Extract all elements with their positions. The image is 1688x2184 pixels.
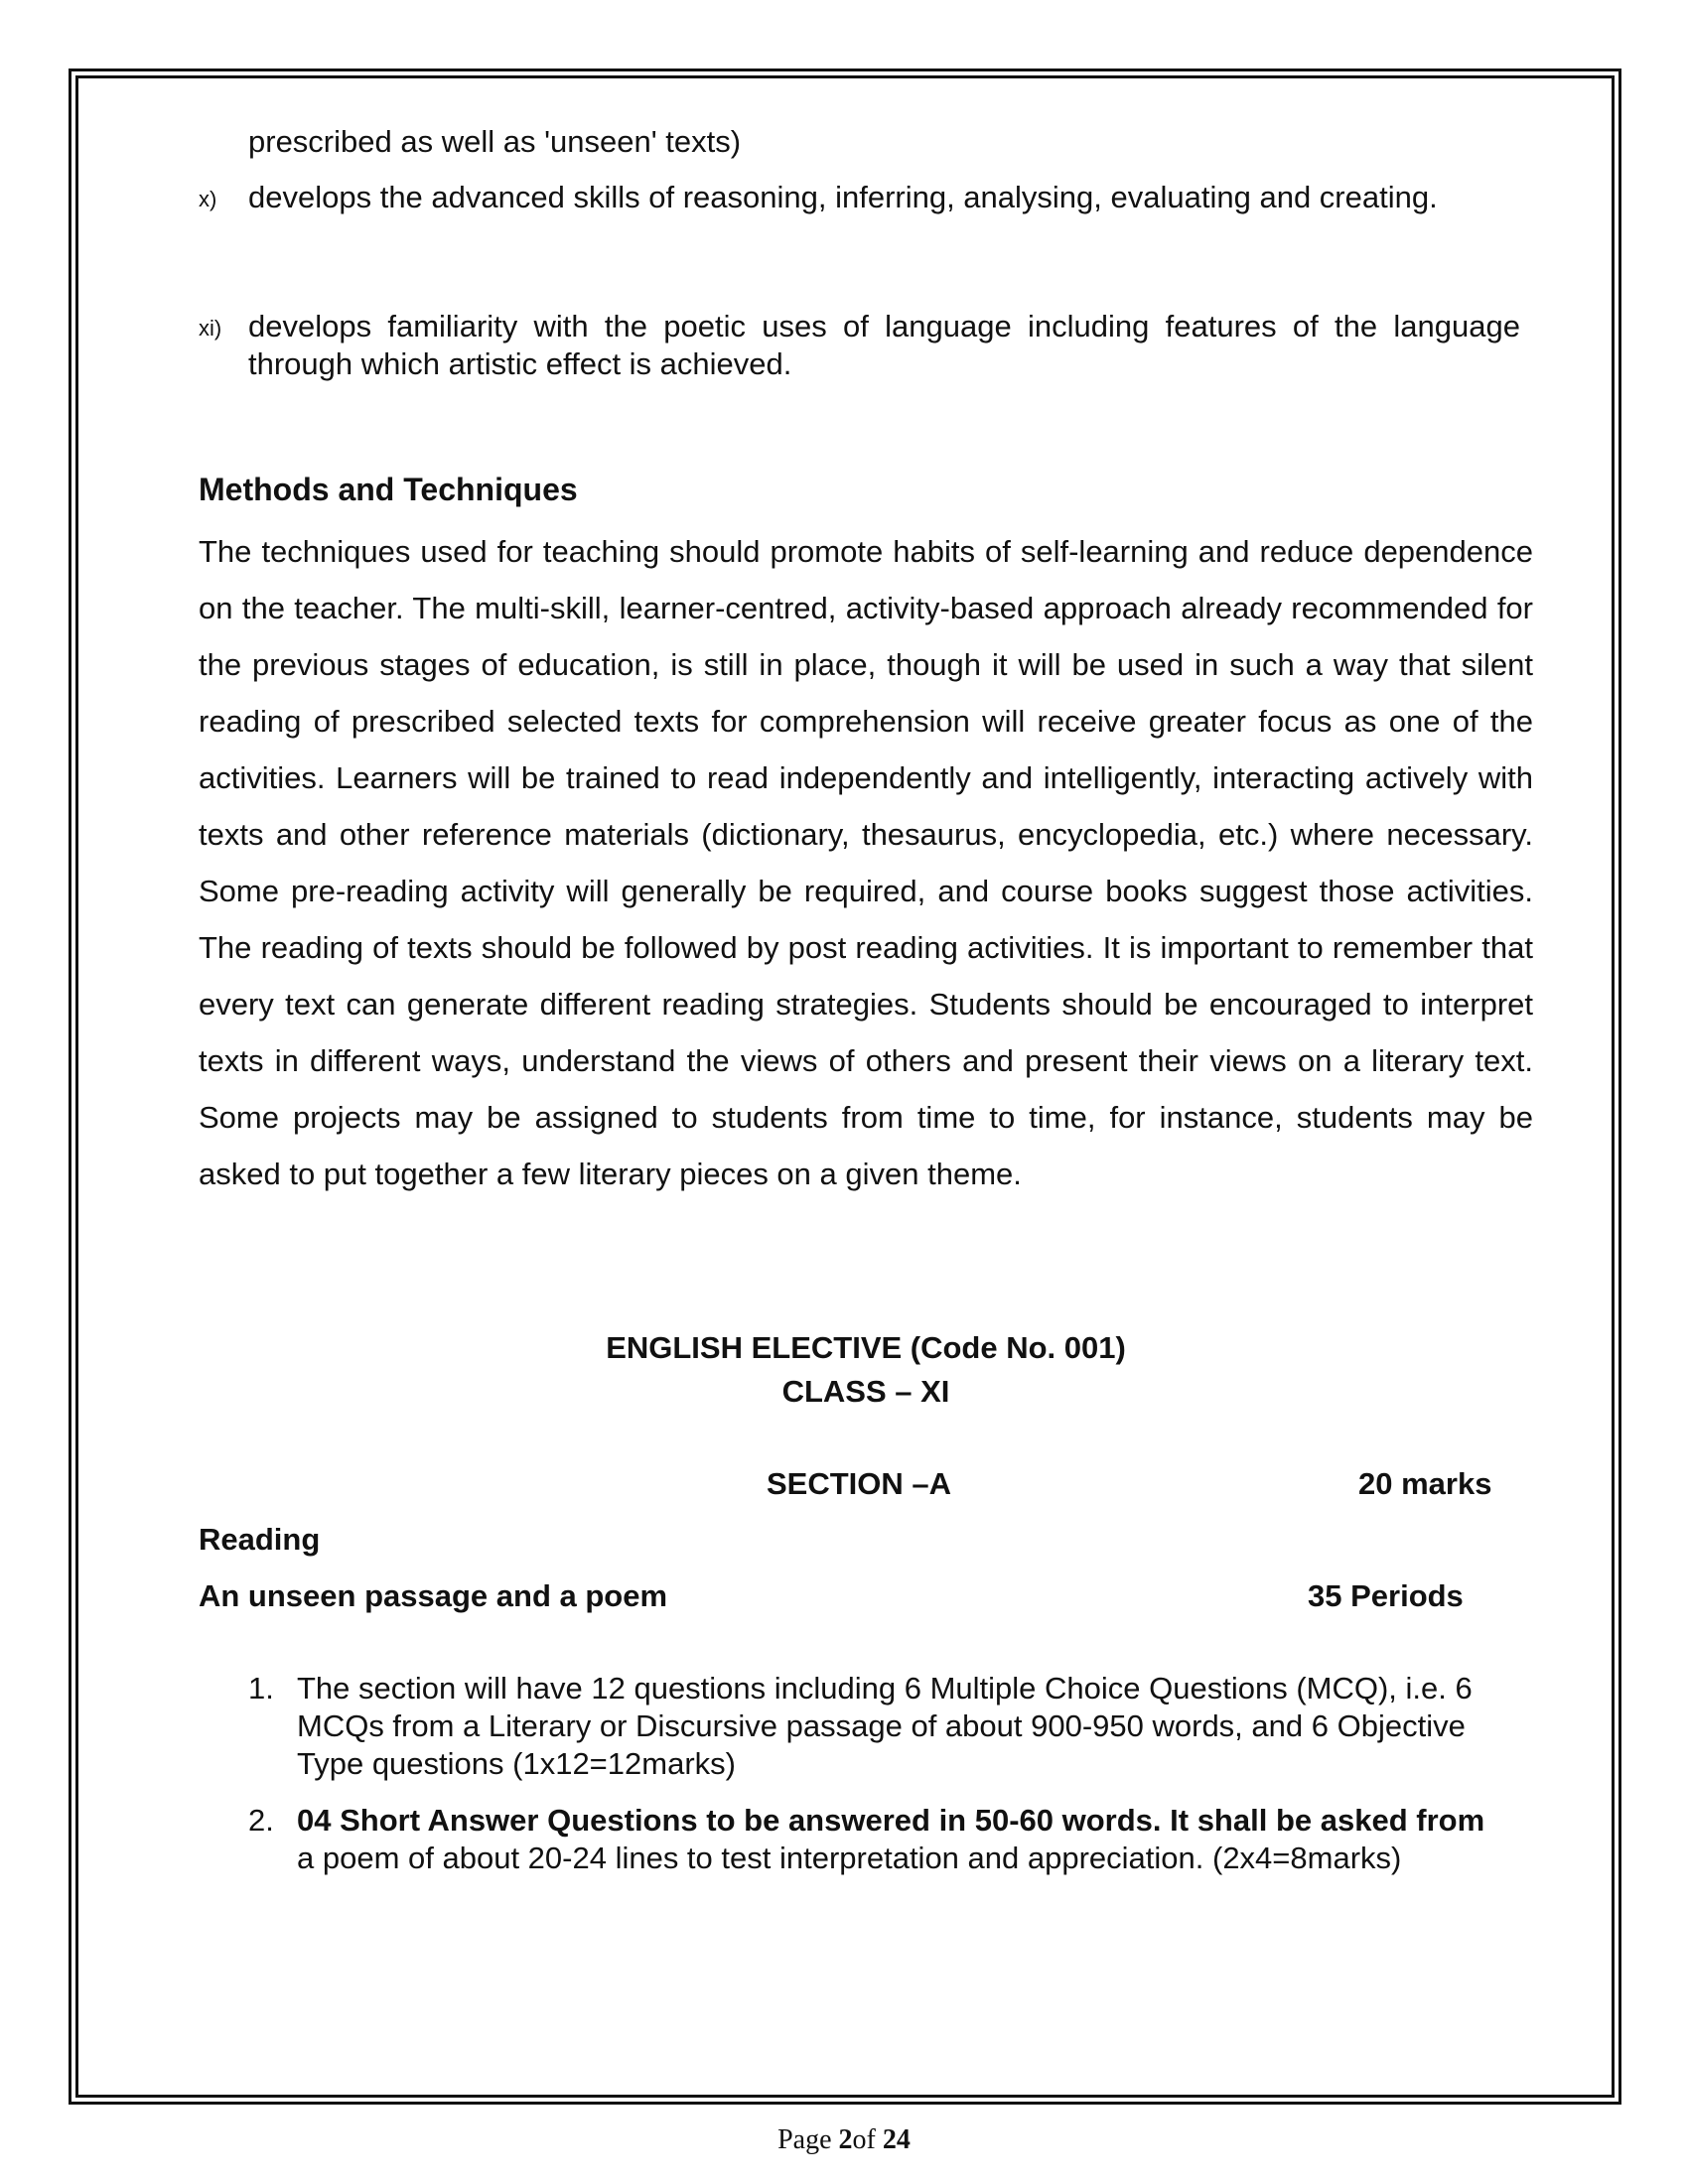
course-title: ENGLISH ELECTIVE (Code No. 001) <box>606 1330 1126 1365</box>
section-marks: 20 marks <box>1358 1466 1492 1501</box>
section-periods: 35 Periods <box>1308 1578 1464 1613</box>
objective-continuation: prescribed as well as 'unseen' texts) <box>248 124 742 159</box>
class-title: CLASS – XI <box>781 1374 950 1409</box>
objective-item-xi <box>199 308 1533 387</box>
footer-prefix: Page <box>777 2124 839 2155</box>
footer-middle: of <box>852 2124 883 2155</box>
question-body-text: The section will have 12 questions including 6 Multiple Choice Questions (MCQ), i.e. 6 MCQs from a Literary or Discursive passage of about 900-950 words, and 6 Objective Type questions (1x12=12marks) <box>297 1671 1473 1781</box>
question-body-text: a poem of about 20-24 lines to test interpretation and appreciation. (2x4=8marks) <box>297 1841 1402 1875</box>
methods-heading: Methods and Techniques <box>199 472 578 507</box>
section-name: SECTION –A <box>767 1466 952 1501</box>
question-number: 2. <box>248 1803 274 1838</box>
section-topic: An unseen passage and a poem <box>199 1578 668 1613</box>
footer-total-pages: 24 <box>882 2124 911 2155</box>
question-text <box>297 1802 1499 1877</box>
footer-current-page: 2 <box>838 2124 853 2155</box>
question-item-1 <box>248 1670 1499 1789</box>
question-bold-text: 04 Short Answer Questions to be answered in 50-60 words. It shall be asked from <box>297 1803 1485 1838</box>
question-item-2 <box>248 1802 1499 1921</box>
objective-text: develops the advanced skills of reasoning, inferring, analysing, evaluating and creating. <box>248 180 1438 214</box>
methods-paragraph: The techniques used for teaching should promote habits of self-learning and reduce dependence on the teacher. The multi-skill, learner-centred, activity-based approach already recommended for the previous stages of education, is still in place, though it will be used in such a way that silent reading of prescribed selected texts for comprehension will receive greater focus as one of the activities. Learners will be trained to read independently and intelligently, interacting actively with texts and other reference materials (dictionary, thesaurus, encyclopedia, etc.) where necessary. Some pre-reading activity will generally be required, and course books suggest those activities. The reading of texts should be followed by post reading activities. It is important to remember that every text can generate different reading strategies. Students should be encouraged to interpret texts in different ways, understand the views of others and present their views on a literary text. Some projects may be assigned to students from time to time, for instance, students may be asked to put together a few literary pieces on a given theme. <box>199 534 1533 1191</box>
objective-text: develops familiarity with the poetic uses of language including features of the language through which artistic effect is achieved. <box>248 309 1520 381</box>
question-text <box>297 1670 1499 1783</box>
reading-subheading: Reading <box>199 1522 321 1557</box>
objective-item-x <box>199 179 1533 258</box>
objective-marker: x) <box>199 187 217 211</box>
objective-marker: xi) <box>199 316 222 341</box>
question-number: 1. <box>248 1671 274 1706</box>
page-footer <box>0 2124 1688 2156</box>
